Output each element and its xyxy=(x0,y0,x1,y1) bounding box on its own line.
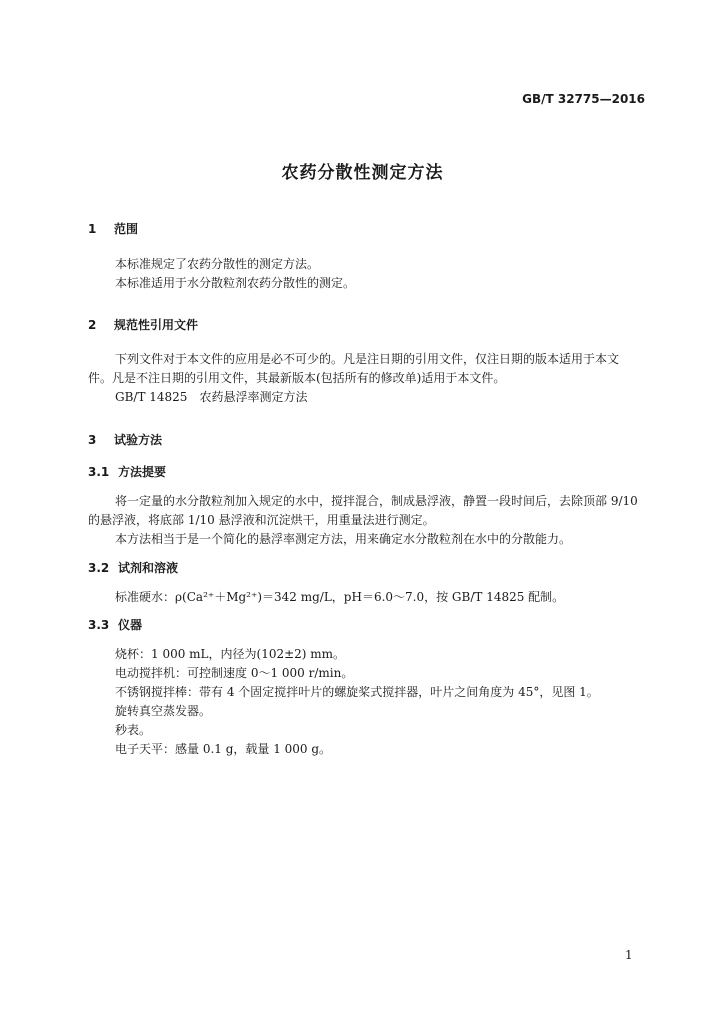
section-title: 试剂和溶液 xyxy=(118,561,179,575)
reference-item: GB/T 14825 农药悬浮率测定方法 xyxy=(115,390,308,404)
section-number: 3.1 xyxy=(88,465,110,479)
equipment-item: 电子天平：感量 0.1 g，载量 1 000 g。 xyxy=(115,742,332,756)
paragraph-line: 标准硬水：ρ(Ca²⁺＋Mg²⁺)＝342 mg/L，pH＝6.0～7.0，按 GB/T 14825 配制。 xyxy=(115,590,565,604)
section-number: 1 xyxy=(88,222,97,236)
equipment-item: 秒表。 xyxy=(115,723,152,737)
paragraph-line: 本标准规定了农药分散性的测定方法。 xyxy=(115,257,320,271)
section-title: 范围 xyxy=(114,222,139,236)
section-3-1-heading xyxy=(88,463,166,480)
paragraph-line: 将一定量的水分散粒剂加入规定的水中，搅拌混合，制成悬浮液，静置一段时间后，去除顶部 9/10 xyxy=(115,494,638,508)
section-title: 规范性引用文件 xyxy=(114,318,199,332)
paragraph-line: 本标准适用于水分散粒剂农药分散性的测定。 xyxy=(115,276,356,290)
section-2-heading xyxy=(88,316,198,333)
section-3-3-heading xyxy=(88,616,142,633)
equipment-item: 不锈钢搅拌棒：带有 4 个固定搅拌叶片的螺旋桨式搅拌器，叶片之间角度为 45°，见图 1。 xyxy=(115,685,599,699)
section-3-heading xyxy=(88,431,162,448)
standard-code: GB/T 32775—2016 xyxy=(522,92,645,106)
document-title: 农药分散性测定方法 xyxy=(281,163,444,183)
equipment-item: 烧杯：1 000 mL，内径为(102±2) mm。 xyxy=(115,647,346,661)
equipment-item: 电动搅拌机：可控制速度 0～1 000 r/min。 xyxy=(115,666,354,680)
section-title: 试验方法 xyxy=(114,433,163,447)
paragraph-line: 件。凡是不注日期的引用文件，其最新版本(包括所有的修改单)适用于本文件。 xyxy=(88,371,506,385)
paragraph-line: 本方法相当于是一个简化的悬浮率测定方法，用来确定水分散粒剂在水中的分散能力。 xyxy=(115,532,572,546)
page-number: 1 xyxy=(625,948,633,962)
section-number: 2 xyxy=(88,318,97,332)
section-3-2-heading xyxy=(88,559,178,576)
section-number: 3 xyxy=(88,433,97,447)
paragraph-line: 下列文件对于本文件的应用是必不可少的。凡是注日期的引用文件，仅注日期的版本适用于本文 xyxy=(115,352,620,366)
equipment-item: 旋转真空蒸发器。 xyxy=(115,704,212,718)
section-number: 3.3 xyxy=(88,618,110,632)
section-title: 仪器 xyxy=(118,618,143,632)
paragraph-line: 的悬浮液，将底部 1/10 悬浮液和沉淀烘干，用重量法进行测定。 xyxy=(88,513,435,527)
section-title: 方法提要 xyxy=(118,465,167,479)
section-number: 3.2 xyxy=(88,561,110,575)
section-1-heading xyxy=(88,220,138,237)
